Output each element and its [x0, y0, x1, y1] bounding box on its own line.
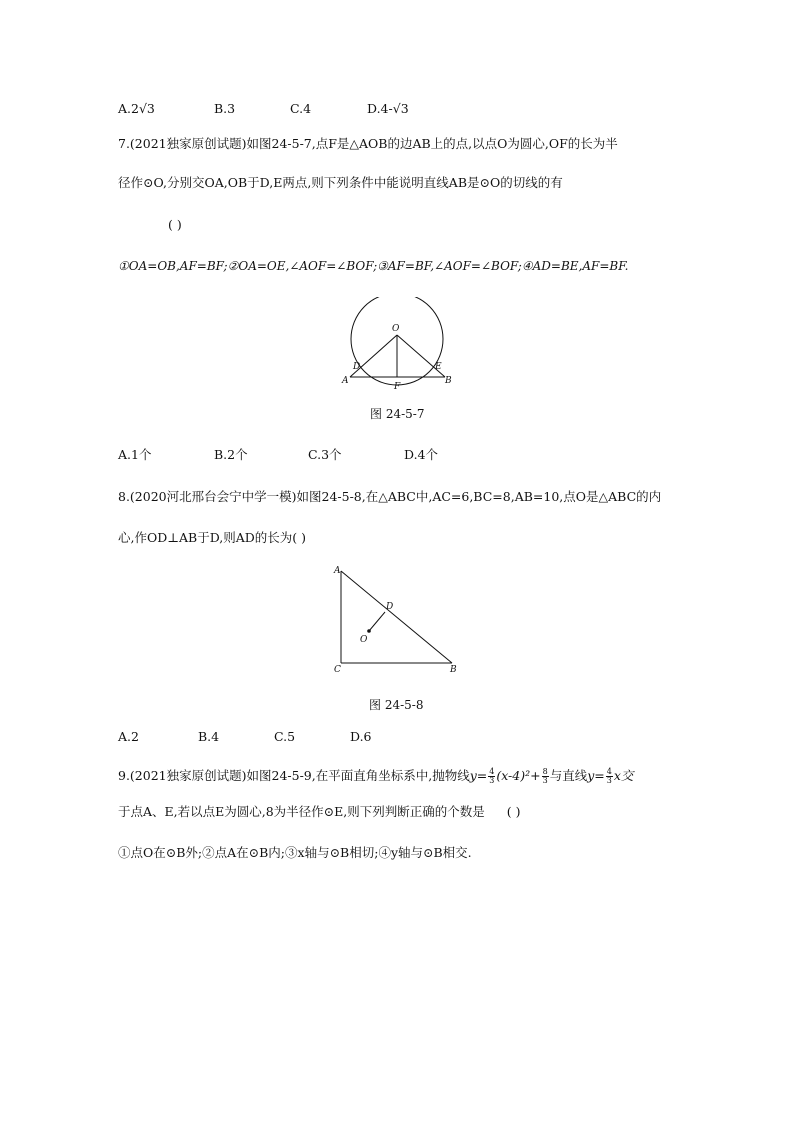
q8-option-c: C.5: [274, 729, 296, 744]
label-a: A: [342, 376, 349, 386]
q8-option-d: D.6: [350, 729, 372, 744]
q9-text-e: y=: [587, 768, 605, 783]
q7-option-b: B.2个: [214, 447, 248, 462]
label-b: B: [450, 665, 457, 675]
label-b: B: [445, 376, 452, 386]
q9-text-a: 9.(2021独家原创试题)如图24-5-9,在平面直角坐标系中,抛物线: [118, 768, 470, 783]
q8-stem-line2: 心,作OD⊥AB于D,则AD的长为( ): [118, 530, 307, 545]
q7-options: [118, 447, 458, 463]
label-d: D: [386, 602, 394, 612]
q7-stem-line1: 7.(2021独家原创试题)如图24-5-7,点F是△AOB的边AB上的点,以点O为圆心,OF的长为半: [118, 136, 618, 151]
label-f: F: [394, 382, 401, 392]
incenter-dot: [367, 629, 371, 633]
q8-option-b: B.4: [198, 729, 220, 744]
q9-text-c: (x-4)²+: [496, 768, 541, 783]
label-a: A: [334, 566, 341, 576]
q9-stem-line1: [118, 764, 633, 788]
figure-24-5-8: [332, 564, 462, 679]
q7-option-c: C.3个: [308, 447, 342, 462]
q8-option-a: A.2: [118, 729, 139, 744]
q9-text-d: 与直线: [549, 768, 588, 783]
label-o: O: [392, 324, 400, 334]
figure-24-5-7: [340, 297, 460, 392]
q6-option-b: B.3: [214, 101, 236, 116]
q7-option-d: D.4个: [404, 447, 439, 462]
q9-fraction-2: $\frac{8}{3}$: [542, 767, 548, 785]
label-d: D: [353, 362, 361, 372]
q9-conditions: ①点O在⊙B外;②点A在⊙B内;③x轴与⊙B相切;④y轴与⊙B相交.: [118, 845, 472, 860]
label-c: C: [334, 665, 341, 675]
figure-24-5-8-caption: 图 24-5-8: [369, 698, 424, 712]
q7-answer-paren: ( ): [168, 217, 182, 232]
q9-fraction-3: $\frac{4}{3}$: [606, 767, 612, 785]
label-o: O: [360, 635, 368, 645]
q9-text-b: y=: [469, 768, 488, 783]
q8-stem-line1: 8.(2020河北邢台会宁中学一模)如图24-5-8,在△ABC中,AC=6,BC=8,AB=10,点O是△ABC的内: [118, 489, 662, 504]
q9-answer-paren: ( ): [506, 804, 521, 819]
q6-options: [118, 101, 438, 117]
q9-text-f: x交: [613, 768, 634, 783]
q6-option-a: A.2√3: [118, 101, 155, 116]
q9-stem-line2: [118, 804, 520, 820]
q8-options: [118, 729, 388, 745]
q9-fraction-1: $\frac{4}{3}$: [489, 767, 495, 785]
segment-ab: [341, 571, 452, 663]
segment-od: [369, 612, 385, 631]
figure-24-5-7-caption: 图 24-5-7: [370, 407, 425, 421]
q6-option-d: D.4-√3: [367, 101, 409, 116]
q7-option-a: A.1个: [118, 447, 152, 462]
q6-option-c: C.4: [290, 101, 312, 116]
q9-line2-text: 于点A、E,若以点E为圆心,8为半径作⊙E,则下列判断正确的个数是: [118, 804, 485, 819]
label-e: E: [435, 362, 442, 372]
q7-conditions: ①OA=OB,AF=BF;②OA=OE,∠AOF=∠BOF;③AF=BF,∠AOF=∠BOF;④AD=BE,AF=BF.: [118, 259, 629, 273]
q7-stem-line2: 径作⊙O,分别交OA,OB于D,E两点,则下列条件中能说明直线AB是⊙O的切线的有: [118, 175, 563, 190]
